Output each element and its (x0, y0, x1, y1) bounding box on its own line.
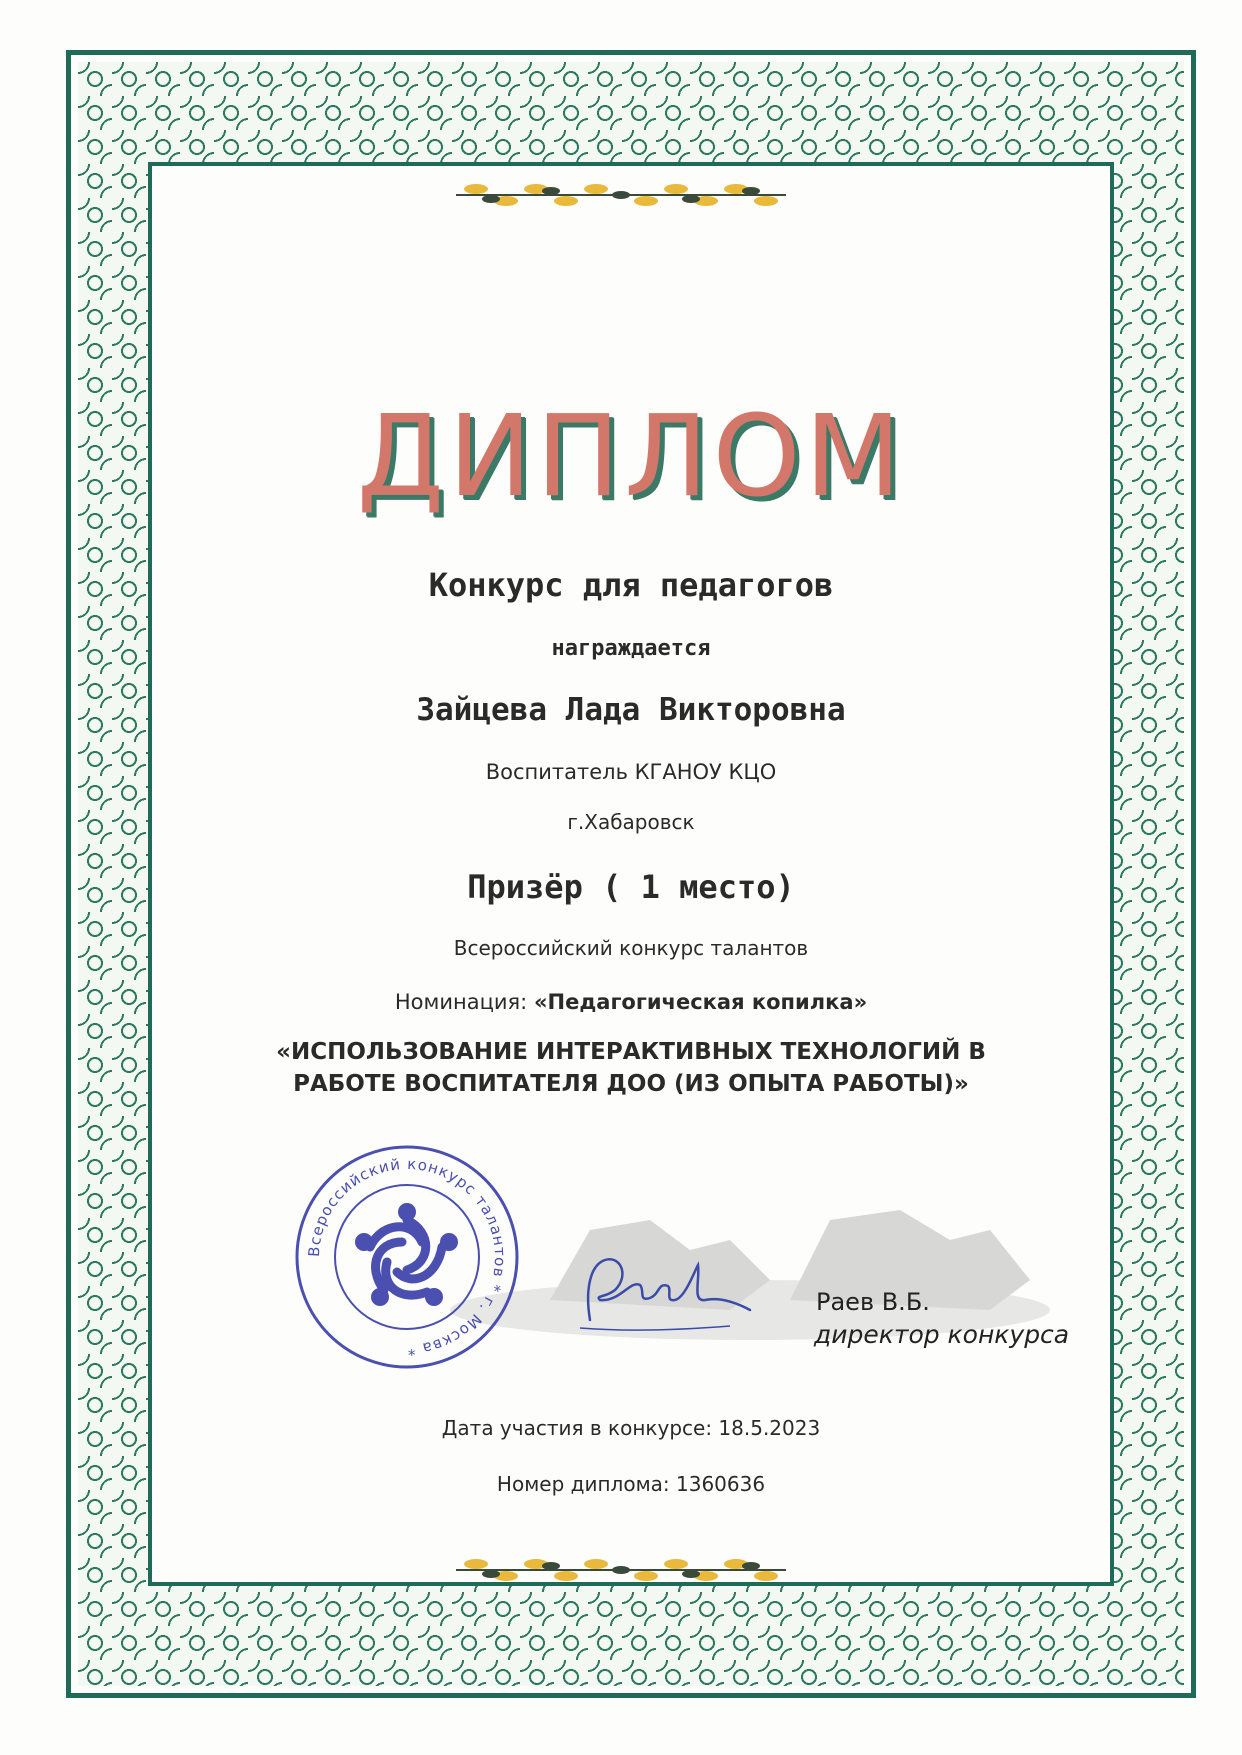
recipient-name: Зайцева Лада Викторовна (416, 692, 846, 728)
contest-heading: Конкурс для педагогов (428, 566, 834, 604)
nomination-label: Номинация: (394, 990, 528, 1014)
competition-name: Всероссийский конкурс талантов (453, 936, 809, 960)
director-signature-icon (560, 1240, 760, 1350)
director-role: директор конкурса (814, 1320, 1070, 1349)
prize-place: Призёр ( 1 место) (467, 868, 795, 906)
diploma-number: Номер диплома: 1360636 (496, 1472, 766, 1496)
laurel-top-icon (446, 175, 796, 215)
awarded-label: награждается (551, 636, 711, 661)
work-title (148, 1036, 1114, 1100)
work-title-line-1: «ИСПОЛЬЗОВАНИЕ ИНТЕРАКТИВНЫХ ТЕХНОЛОГИЙ В (276, 1039, 986, 1065)
recipient-position: Воспитатель КГАНОУ КЦО (485, 760, 777, 784)
contest-seal-icon (292, 1142, 522, 1372)
diploma-title: ДИПЛОМ (356, 392, 906, 522)
participation-date: Дата участия в конкурсе: 18.5.2023 (441, 1416, 821, 1440)
laurel-bottom-icon (446, 1550, 796, 1590)
nomination (148, 990, 1114, 1014)
work-title-line-2: РАБОТЕ ВОСПИТАТЕЛЯ ДОО (ИЗ ОПЫТА РАБОТЫ)» (293, 1071, 969, 1097)
signature-text: Раев (560, 1240, 563, 1241)
seal-text: Всероссийский конкурс талантов * г. Москва * (304, 1154, 510, 1360)
nomination-value: «Педагогическая копилка» (533, 990, 868, 1014)
recipient-city: г.Хабаровск (567, 810, 695, 834)
director-name: Раев В.Б. (816, 1288, 930, 1316)
